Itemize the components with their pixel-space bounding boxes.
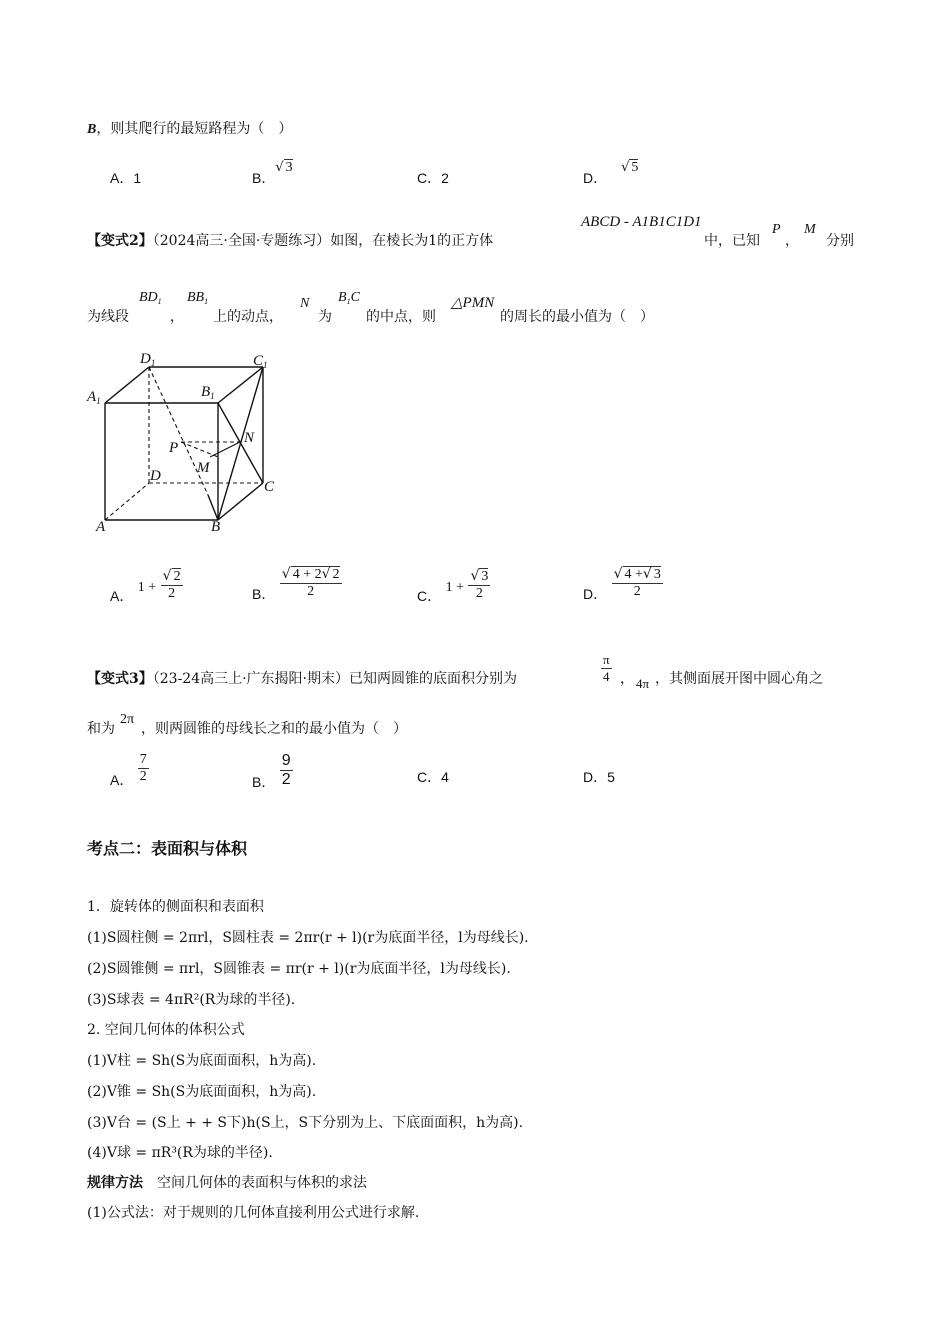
stem-text: [500, 306, 654, 326]
stem-text: [141, 718, 407, 738]
label-p: P: [169, 440, 179, 456]
fraction: [280, 752, 293, 789]
denominator: 2: [168, 586, 176, 601]
segment-text: BB: [187, 290, 205, 305]
variant2-line1: [87, 230, 493, 250]
segment-bd1: [139, 290, 162, 306]
variant2-line2: [87, 306, 129, 326]
option-letter: D．: [583, 170, 608, 186]
option-value: 3: [285, 160, 293, 175]
fraction: [468, 568, 490, 602]
denominator: 4: [603, 669, 610, 684]
option-letter: A．: [110, 771, 134, 788]
sqrt-icon: √: [281, 566, 291, 582]
subscript: 1: [157, 297, 162, 306]
label-a1: A: [87, 389, 97, 405]
option-a[interactable]: [110, 568, 183, 602]
option-value: 5: [631, 160, 639, 175]
option-letter: B．: [252, 773, 276, 790]
stem-text: 为线段: [87, 309, 129, 325]
variant3-line2: [87, 718, 115, 738]
stem-text: 和为: [87, 721, 115, 737]
method-line: [87, 1172, 367, 1192]
question-stem-tail: [87, 118, 292, 138]
comma-text: ，: [620, 671, 634, 687]
stem-text: 的周长的最小值为（ ）: [500, 309, 654, 325]
formula-line-6: (1)V柱 = Sh(S为底面面积，h为高).: [87, 1053, 317, 1069]
subscript: 1: [150, 358, 156, 368]
denominator: 2: [139, 769, 147, 784]
stem-text: [213, 306, 283, 326]
sqrt-icon: √: [162, 568, 172, 584]
option-value: 5: [607, 769, 615, 785]
option-value: 2: [441, 170, 449, 186]
label-n: N: [244, 430, 255, 446]
sqrt-icon: √: [642, 566, 652, 582]
label-c: C: [264, 479, 275, 495]
subscript: 1: [346, 297, 351, 306]
label-b1: B: [201, 384, 211, 400]
cube-name: [581, 214, 702, 231]
option-letter: D．: [583, 586, 608, 602]
svg-text:C1: [253, 353, 268, 370]
cube-name-text: ABCD - A1B1C1D1: [581, 214, 702, 230]
svg-text:A1: [86, 389, 101, 406]
point-n-label: N: [300, 296, 310, 311]
method-title: 规律方法: [87, 1174, 143, 1190]
variant2-line1-end: [704, 230, 760, 250]
denominator: 2: [307, 584, 315, 599]
option-c[interactable]: [417, 568, 490, 602]
fraction: [161, 568, 183, 602]
numerator: 3: [481, 569, 489, 584]
comma-text: ，: [170, 309, 184, 325]
stem-text: 中，已知: [704, 233, 760, 249]
stem-text: 为: [318, 309, 332, 325]
segment-bb1: [187, 290, 208, 306]
fraction: [601, 652, 612, 685]
label-b: B: [211, 519, 221, 535]
option-b[interactable]: [252, 752, 293, 789]
fraction: [280, 566, 342, 600]
stem-text: [366, 306, 436, 326]
option-a[interactable]: [110, 168, 141, 188]
option-letter: C．: [417, 170, 442, 186]
fraction: [138, 752, 149, 785]
segment-text: B: [338, 290, 347, 305]
option-letter: C．: [417, 588, 442, 604]
subscript: 1: [96, 396, 101, 406]
label-d: D: [150, 468, 161, 484]
option-prefix: 1 +: [137, 580, 157, 595]
option-b[interactable]: [252, 156, 293, 186]
option-b[interactable]: [252, 566, 342, 600]
segment-b1c: [338, 290, 360, 306]
section-title: 考点二：表面积与体积: [87, 839, 248, 858]
comma: [620, 668, 634, 688]
option-d[interactable]: [583, 566, 663, 600]
angle-2pi: [120, 712, 134, 728]
numerator: 4 +: [624, 567, 643, 582]
point-p-label: P: [772, 222, 781, 237]
denominator: 2: [281, 771, 291, 788]
option-c[interactable]: [417, 767, 449, 787]
point-m-label: M: [804, 222, 816, 237]
formula-line-1: 1．旋转体的侧面积和表面积: [87, 899, 264, 915]
option-value: 1: [133, 170, 142, 186]
option-letter: A．: [110, 170, 134, 186]
formula-line-8: (3)V台 = (S上 + + S下)h(S上，S下分别为上、下底面面积，h为高).: [87, 1115, 524, 1131]
formula-line-4: (3)S球表 = 4πR²(R为球的半径).: [87, 992, 296, 1008]
numerator: 9: [281, 752, 291, 769]
method-text: 空间几何体的表面积与体积的求法: [157, 1175, 367, 1191]
sqrt-icon: √: [613, 566, 623, 582]
sqrt-icon: √: [470, 568, 480, 584]
label-c1: C: [253, 353, 264, 369]
variant3-line1: [87, 668, 517, 688]
subscript: 1: [204, 297, 209, 306]
formula-line-2: (1)S圆柱侧 = 2πrl，S圆柱表 = 2πr(r + l)(r为底面半径，l为母线长).: [87, 930, 529, 946]
stem-text: [318, 306, 332, 326]
area-text: 4π: [636, 676, 650, 691]
point-n: [300, 296, 309, 312]
segment-text: BD: [139, 290, 158, 305]
numerator: π: [603, 652, 610, 667]
comma: [170, 306, 184, 326]
numerator: 4 + 2: [292, 567, 322, 582]
variant-source: （23-24高三上·广东揭阳·期末）已知两圆锥的底面积分别为: [152, 671, 518, 687]
option-a[interactable]: [110, 752, 149, 788]
label-m: M: [197, 460, 210, 476]
option-letter: B．: [252, 586, 276, 602]
option-letter: A．: [110, 588, 134, 604]
stem-text: 上的动点，: [213, 309, 283, 325]
label-d1: D: [140, 351, 151, 367]
sqrt-icon: √: [321, 566, 331, 582]
option-c[interactable]: [417, 168, 449, 188]
numerator-inner: 2: [332, 567, 340, 582]
triangle-text: △PMN: [451, 295, 495, 311]
stem-text-end: [826, 230, 854, 250]
comma: [785, 230, 799, 250]
denominator: 2: [475, 586, 483, 601]
option-prefix: 1 +: [445, 580, 464, 595]
denominator: 2: [633, 584, 641, 599]
stem-text: [655, 668, 823, 688]
point-p: [772, 222, 781, 238]
option-letter: C．: [417, 769, 442, 785]
fraction: [612, 566, 663, 600]
stem-text: ，则两圆锥的母线长之和的最小值为（ ）: [141, 721, 407, 737]
option-letter: D．: [583, 769, 608, 785]
formula-line-5: 2. 空间几何体的体积公式: [87, 1022, 245, 1038]
variant-tag: 【变式2】: [87, 233, 153, 249]
svg-text:D1: [139, 351, 155, 368]
label-a: A: [96, 519, 106, 535]
area-4pi: [636, 676, 649, 692]
option-d[interactable]: [583, 156, 639, 186]
numerator: 2: [173, 569, 181, 584]
stem-text: ，其侧面展开图中圆心角之: [655, 671, 823, 687]
formula-line-3: (2)S圆锥侧 = πrl，S圆锥表 = πr(r + l)(r为底面半径，l为母线长).: [87, 961, 511, 977]
segment-text: C: [350, 290, 360, 305]
triangle-pmn: [451, 293, 494, 312]
option-letter: B．: [252, 170, 276, 186]
option-d[interactable]: [583, 767, 615, 787]
angle-text: 2π: [120, 712, 135, 727]
variant-tag: 【变式3】: [87, 671, 153, 687]
fraction-pi-over-4: [601, 652, 612, 685]
stem-text: 分别: [826, 233, 854, 249]
subscript: 1: [210, 391, 215, 401]
formula-line-10: (1)公式法：对于规则的几何体直接利用公式进行求解.: [87, 1205, 420, 1221]
sqrt-icon: √: [275, 160, 284, 175]
sqrt-icon: √: [621, 160, 630, 175]
subscript: 1: [263, 360, 268, 370]
point-b-label: B: [87, 122, 97, 137]
formula-line-9: (4)V球 = πR³(R为球的半径).: [87, 1145, 273, 1161]
numerator-inner: 3: [653, 567, 661, 582]
stem-text: ，则其爬行的最短路程为（ ）: [96, 121, 293, 137]
stem-text: 的中点，则: [366, 309, 436, 325]
svg-text:B1: [201, 384, 215, 401]
option-value: 4: [441, 769, 449, 785]
formula-line-7: (2)V锥 = Sh(S为底面面积，h为高).: [87, 1084, 317, 1100]
point-m: [804, 222, 816, 238]
numerator: 7: [139, 752, 147, 767]
cube-figure: [80, 345, 290, 540]
variant-source: （2024高三·全国·专题练习）如图，在棱长为1的正方体: [152, 233, 494, 249]
comma-text: ，: [785, 233, 799, 249]
